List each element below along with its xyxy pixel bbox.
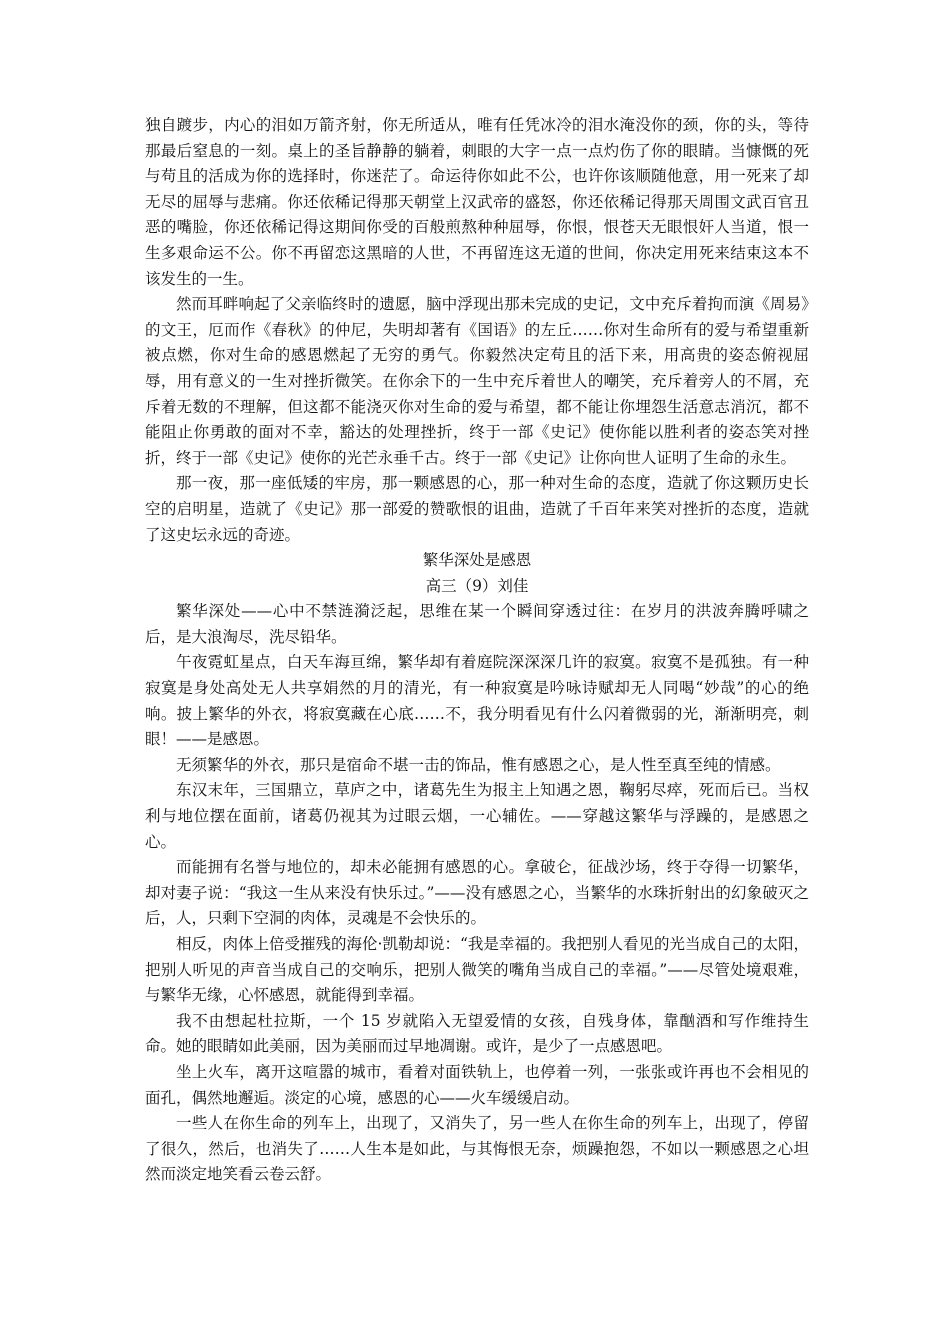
paragraph: 繁华深处——心中不禁涟漪泛起，思维在某一个瞬间穿透过往：在岁月的洪波奔腾呼啸之后，是大浪淘尽，洗尽铅华。 (145, 602, 809, 646)
paragraph: 午夜霓虹星点，白天车海亘绵，繁华却有着庭院深深深几许的寂寞。寂寞不是孤独。有一种寂寞是身处高处无人共享娟然的月的清光，有一种寂寞是吟咏诗赋却无人同喝“妙哉”的心的绝响。披上繁华的外衣，将寂寞藏在心底……不，我分明看见有什么闪着微弱的光，渐渐明亮，刺眼！——是感恩。 (145, 653, 809, 749)
essay-byline: 高三（9）刘佳 (425, 576, 529, 595)
paragraph: 那一夜，那一座低矮的牢房，那一颗感恩的心，那一种对生命的态度，造就了你这颗历史长空的启明星，造就了《史记》那一部爱的赞歌恨的诅曲，造就了千百年来笑对挫折的态度，造就了这史坛永远的奇迹。 (145, 474, 809, 544)
paragraph: 相反，肉体上倍受摧残的海伦·凯勒却说：“我是幸福的。我把别人看见的光当成自己的太阳，把别人听见的声音当成自己的交响乐，把别人微笑的嘴角当成自己的幸福。”——尽管处境艰难，与繁华无缘，心怀感恩，就能得到幸福。 (145, 935, 809, 1005)
paragraph: 而能拥有名誉与地位的，却未必能拥有感恩的心。拿破仑，征战沙场，终于夺得一切繁华，却对妻子说：“我这一生从来没有快乐过。”——没有感恩之心，当繁华的水珠折射出的幻象破灭之后，人，只剩下空洞的肉体，灵魂是不会快乐的。 (145, 858, 809, 928)
essay-title: 繁华深处是感恩 (422, 551, 532, 570)
document-page (145, 113, 809, 1188)
paragraph: 一些人在你生命的列车上，出现了，又消失了，另一些人在你生命的列车上，出现了，停留了很久，然后，也消失了……人生本是如此，与其悔恨无奈，烦躁抱怨，不如以一颗感恩之心坦然而淡定地笑看云卷云舒。 (145, 1114, 809, 1184)
paragraph: 然而耳畔响起了父亲临终时的遗愿，脑中浮现出那未完成的史记，文中充斥着拘而演《周易》的文王，厄而作《春秋》的仲尼，失明却著有《国语》的左丘……你对生命所有的爱与希望重新被点燃，你对生命的感恩燃起了无穷的勇气。你毅然决定苟且的活下来，用高贵的姿态俯视屈辱，用有意义的一生对挫折微笑。在你余下的一生中充斥着世人的嘲笑，充斥着旁人的不屑，充斥着无数的不理解，但这都不能浇灭你对生命的爱与希望，都不能让你埋怨生活意志消沉，都不能阻止你勇敢的面对不幸，豁达的处理挫折，终于一部《史记》使你能以胜利者的姿态笑对挫折，终于一部《史记》使你的光芒永垂千古。终于一部《史记》让你向世人证明了生命的永生。 (145, 295, 809, 467)
paragraph: 东汉末年，三国鼎立，草庐之中，诸葛先生为报主上知遇之恩，鞠躬尽瘁，死而后已。当权利与地位摆在面前，诸葛仍视其为过眼云烟，一心辅佐。——穿越这繁华与浮躁的，是感恩之心。 (145, 781, 809, 851)
paragraph: 坐上火车，离开这喧嚣的城市，看着对面铁轨上，也停着一列，一张张或许再也不会相见的面孔，偶然地邂逅。淡定的心境，感恩的心——火车缓缓启动。 (145, 1062, 809, 1107)
paragraph: 我不由想起杜拉斯，一个 15 岁就陷入无望爱情的女孩，自残身体，靠酗酒和写作维持生命。她的眼睛如此美丽，因为美丽而过早地凋谢。或许，是少了一点感恩吧。 (145, 1011, 809, 1056)
paragraph: 独自踱步，内心的泪如万箭齐射，你无所适从，唯有任凭冰冷的泪水淹没你的颈，你的头，等待那最后窒息的一刻。桌上的圣旨静静的躺着，刺眼的大字一点一点灼伤了你的眼睛。当慷慨的死与苟且的活成为你的选择时，你迷茫了。命运待你如此不公，也许你该顺随他意，用一死来了却无尽的屈辱与悲痛。你还依稀记得那天朝堂上汉武帝的盛怒，你还依稀记得那天周围文武百官丑恶的嘴脸，你还依稀记得这期间你受的百般煎熬种种屈辱，你恨，恨苍天无眼恨奸人当道，恨一生多艰命运不公。你不再留恋这黑暗的人世，不再留连这无道的世间，你决定用死来结束这本不该发生的一生。 (145, 116, 809, 288)
paragraph: 无须繁华的外衣，那只是宿命不堪一击的饰品，惟有感恩之心，是人性至真至纯的情感。 (176, 755, 781, 774)
